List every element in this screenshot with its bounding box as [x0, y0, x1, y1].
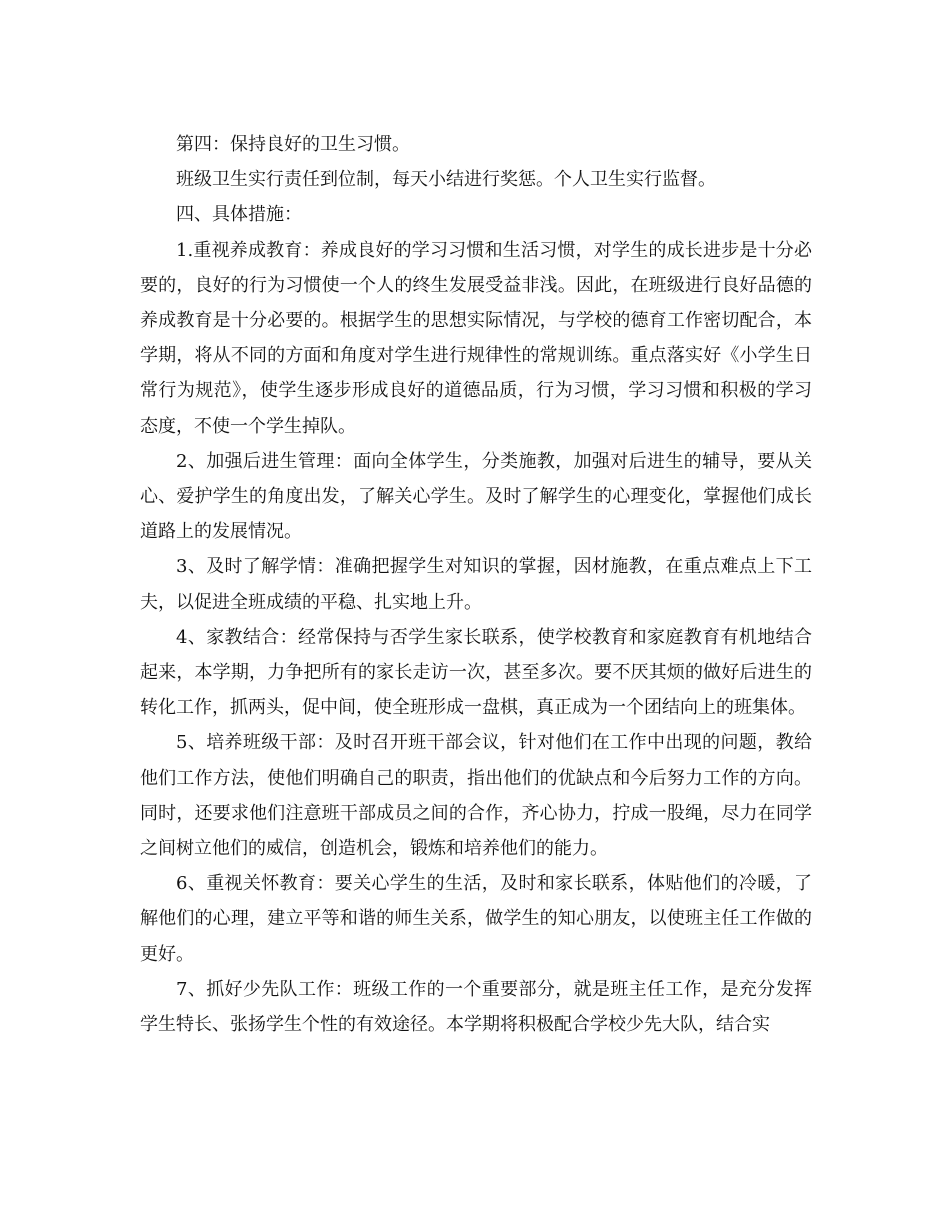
paragraph-measure-6: 6、重视关怀教育：要关心学生的生活，及时和家长联系，体贴他们的冷暖，了解他们的心理，建立平等和谐的师生关系，做学生的知心朋友，以使班主任工作做的更好。 — [140, 873, 812, 965]
paragraph-measure-1: 1.重视养成教育：养成良好的学习习惯和生活习惯，对学生的成长进步是十分必要的，良好的行为习惯使一个人的终生发展受益非浅。因此，在班级进行良好品德的养成教育是十分必要的。根据学生的思想实际情况，与学校的德育工作密切配合，本学期，将从不同的方面和角度对学生进行规律性的常规训练。重点落实好《小学生日常行为规范》，使学生逐步形成良好的道德品质，行为习惯，学习习惯和积极的学习态度，不使一个学生掉队。 — [140, 239, 812, 437]
section-heading-measures: 四、具体措施： — [176, 204, 302, 226]
paragraph-measure-7: 7、抓好少先队工作：班级工作的一个重要部分，就是班主任工作，是充分发挥学生特长、张扬学生个性的有效途径。本学期将积极配合学校少先大队，结合实 — [140, 978, 812, 1036]
paragraph-hygiene-heading: 第四：保持良好的卫生习惯。 — [176, 134, 410, 155]
paragraph-measure-3: 3、及时了解学情：准确把握学生对知识的掌握，因材施教，在重点难点上下工夫，以促进全班成绩的平稳、扎实地上升。 — [140, 556, 812, 613]
paragraph-measure-4: 4、家教结合：经常保持与否学生家长联系，使学校教育和家庭教育有机地结合起来，本学期，力争把所有的家长走访一次，甚至多次。要不厌其烦的做好后进生的转化工作，抓两头，促中间，使全班形成一盘棋，真正成为一个团结向上的班集体。 — [140, 626, 812, 719]
paragraph-hygiene-rule: 班级卫生实行责任到位制，每天小结进行奖惩。个人卫生实行监督。 — [176, 169, 716, 191]
paragraph-measure-5: 5、培养班级干部：及时召开班干部会议，针对他们在工作中出现的问题，教给他们工作方法，使他们明确自己的职责，指出他们的优缺点和今后努力工作的方向。同时，还要求他们注意班干部成员之间的合作，齐心协力，拧成一股绳，尽力在同学之间树立他们的威信，创造机会，锻炼和培养他们的能力。 — [140, 732, 812, 860]
paragraph-measure-2: 2、加强后进生管理：面向全体学生，分类施教，加强对后进生的辅导，要从关心、爱护学生的角度出发，了解关心学生。及时了解学生的心理变化，掌握他们成长道路上的发展情况。 — [140, 450, 812, 543]
document-body — [140, 127, 812, 1042]
